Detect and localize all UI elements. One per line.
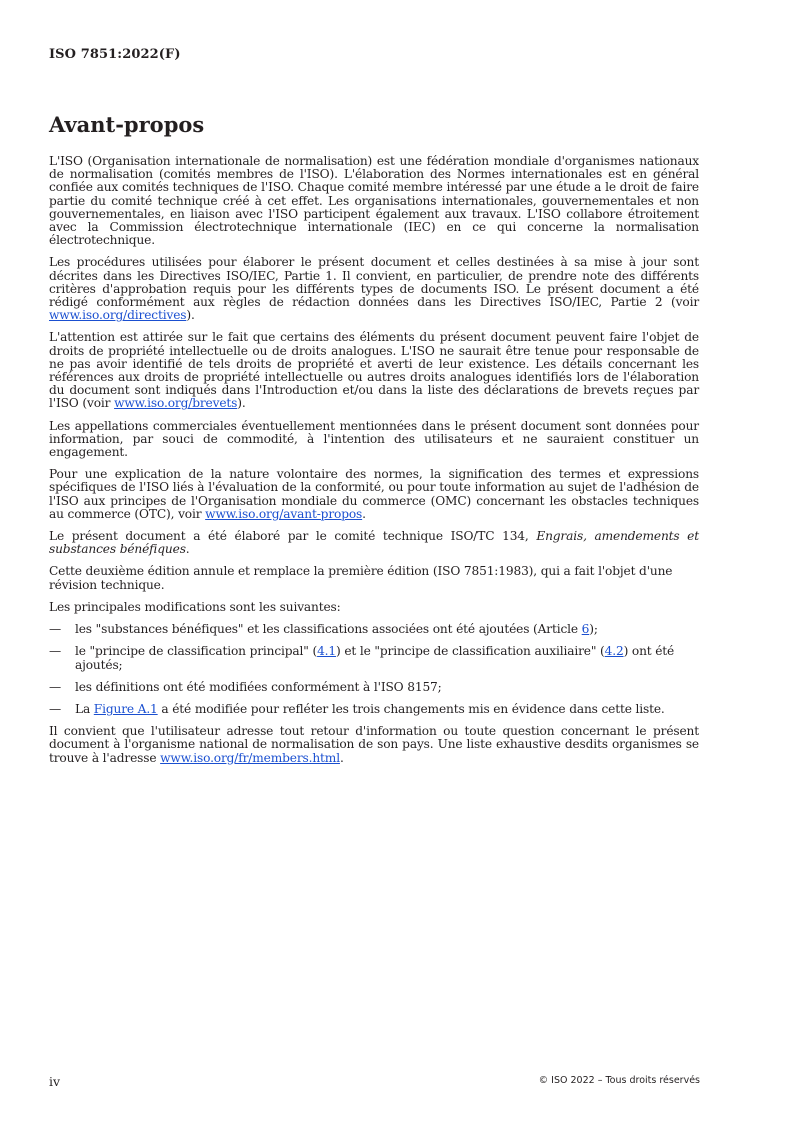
clause-4-1-link[interactable]: 4.1: [317, 644, 337, 659]
paragraph-trade-names: Les appellations commerciales éventuellement mentionnées dans le présent document sont données pour information, par souci de commodité, à l'intention des utilisateurs et ne sauraient constituer un engagement.: [49, 418, 699, 460]
list-item-text: les définitions ont été modifiées conformément à l'ISO 8157;: [75, 679, 442, 694]
list-item-text: [75, 703, 699, 716]
paragraph-text-end: ).: [237, 396, 246, 411]
list-dash: —: [49, 644, 62, 659]
list-dash: —: [49, 679, 62, 694]
paragraph-text-end: .: [339, 750, 344, 765]
list-item-text-start: La: [75, 701, 94, 716]
list-item-text-end: ) ont été ajoutés;: [75, 644, 675, 672]
list-item: [49, 645, 699, 671]
list-item-text-start: le "principe de classification principal" (: [75, 644, 318, 659]
committee-title: Engrais, amendements et substances bénéfiques: [49, 529, 699, 557]
paragraph-text-end: ).: [186, 308, 195, 323]
copyright-notice: © ISO 2022 – Tous droits réservés: [538, 1075, 700, 1086]
paragraph-voluntary-nature: [49, 468, 699, 521]
paragraph-feedback: [49, 725, 699, 765]
page-number: iv: [49, 1074, 61, 1089]
paragraph-text: Il convient que l'utilisateur adresse tout retour d'information ou toute question concernant le présent document à l'organisme national de normalisation de son pays. Une liste exhaustive desdits organismes se trouve à l'adresse: [49, 724, 699, 765]
article-6-link[interactable]: 6: [581, 622, 590, 637]
list-item-text-end: );: [589, 622, 598, 637]
patents-link[interactable]: www.iso.org/brevets: [114, 396, 238, 411]
paragraph-text: Pour une explication de la nature volontaire des normes, la signification des termes et expressions spécifiques de l'ISO liés à l'évaluation de la conformité, ou pour toute information au sujet de l'adhésion de l'ISO aux principes de l'Organisation mondiale du commerce (OMC) concernant les obstacles techniques au commerce (OTC), voir: [49, 467, 699, 521]
paragraph-changes-intro: Les principales modifications sont les suivantes:: [49, 599, 341, 614]
foreword-body: [49, 155, 699, 774]
list-item-text: [75, 645, 699, 671]
paragraph-text: Les procédures utilisées pour élaborer le présent document et celles destinées à sa mise à jour sont décrites dans les Directives ISO/IEC, Partie 1. Il convient, en particulier, de prendre note des différents critères d'approbation requis pour les différents types de documents ISO. Le présent document a été rédigé conformément aux règles de rédaction données dans les Directives ISO/IEC, Partie 2 (voir: [49, 255, 699, 310]
list-item-text-start: les "substances bénéfiques" et les classifications associées ont été ajoutées (Article: [75, 622, 582, 637]
foreword-link[interactable]: www.iso.org/avant-propos: [205, 506, 363, 521]
list-item: [49, 703, 699, 716]
paragraph-edition: Cette deuxième édition annule et remplace la première édition (ISO 7851:1983), qui a fait l'objet d'une révision technique.: [49, 564, 673, 592]
list-item-text: [75, 623, 699, 636]
paragraph-patents: [49, 331, 699, 410]
members-link[interactable]: www.iso.org/fr/members.html: [160, 750, 340, 765]
paragraph-text: L'attention est attirée sur le fait que certains des éléments du présent document peuvent faire l'objet de droits de propriété intellectuelle ou de droits analogues. L'ISO ne saurait être tenue pour responsable de ne pas avoir identifié de tels droits de propriété et averti de leur existence. Les détails concernant les références aux droits de propriété intellectuelle ou autres droits analogues identifiés lors de l'élaboration du document sont indiqués dans l'Introduction et/ou dans la liste des déclarations de brevets reçues par l'ISO (voir: [49, 330, 699, 411]
paragraph-committee: [49, 530, 699, 556]
paragraph-text-end: .: [362, 506, 366, 521]
paragraph-text-end: .: [185, 542, 190, 557]
list-item: [49, 681, 699, 694]
list-item: [49, 623, 699, 636]
list-dash: —: [49, 622, 62, 637]
clause-4-2-link[interactable]: 4.2: [604, 644, 624, 659]
paragraph-iso-intro: L'ISO (Organisation internationale de normalisation) est une fédération mondiale d'organismes nationaux de normalisation (comités membres de l'ISO). L'élaboration des Normes internationales est en général confiée aux comités techniques de l'ISO. Chaque comité membre intéressé par une étude a le droit de faire partie du comité technique créé à cet effet. Les organisations internationales, gouvernementales et non gouvernementales, en liaison avec l'ISO participent également aux travaux. L'ISO collabore étroitement avec la Commission électrotechnique internationale (IEC) en ce qui concerne la normalisation électrotechnique.: [49, 154, 699, 248]
page-title: Avant-propos: [49, 112, 205, 137]
paragraph-procedures: [49, 256, 699, 322]
list-item-text-mid: ) et le "principe de classification auxiliaire" (: [336, 644, 605, 659]
paragraph-text: Le présent document a été élaboré par le comité technique ISO/TC 134,: [49, 529, 537, 544]
document-id: ISO 7851:2022(F): [49, 47, 181, 62]
list-item-text-end: a été modifiée pour refléter les trois changements mis en évidence dans cette liste.: [157, 701, 665, 716]
figure-a1-link[interactable]: Figure A.1: [93, 701, 158, 716]
directives-link[interactable]: www.iso.org/directives: [49, 308, 187, 323]
list-dash: —: [49, 701, 62, 716]
